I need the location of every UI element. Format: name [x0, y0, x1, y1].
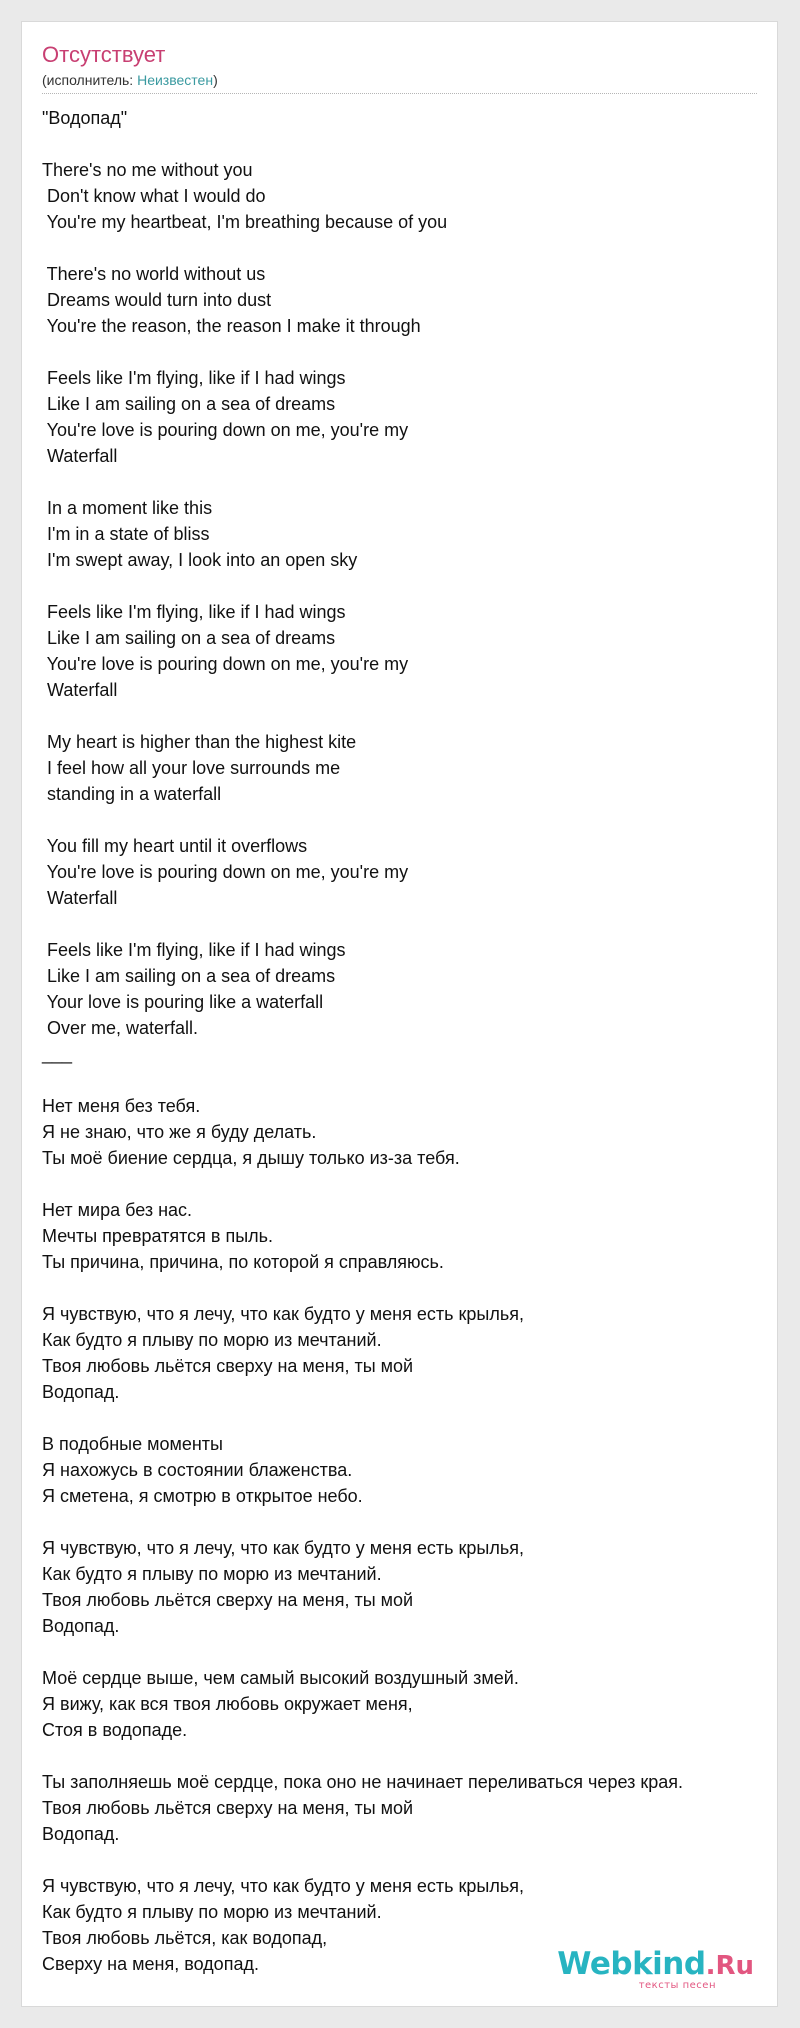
webkind-logo[interactable]: [554, 1946, 754, 1994]
lyrics-text: "Водопад" There's no me without you Don't know what I would do You're my heartbeat, I'm breathing because of you There's no world without us Dreams would turn into dust You're the reason, the reason I make it through Feels like I'm flying, like if I had wings Like I am sailing on a sea of dreams You're love is pouring down on me, you're my Waterfall In a moment like this I'm in a state of bliss I'm swept away, I look into an open sky Feels like I'm flying, like if I had wings Like I am sailing on a sea of dreams You're love is pouring down on me, you're my Waterfall My heart is higher than the highest kite I feel how all your love surrounds me standing in a waterfall You fill my heart until it overflows You're love is pouring down on me, you're my Waterfall Feels like I'm flying, like if I had wings Like I am sailing on a sea of dreams Your love is pouring like a waterfall Over me, waterfall. ___ Нет меня без тебя. Я не знаю, что же я буду делать. Ты моё биение сердца, я дышу только из-за тебя. Нет мира без нас. Мечты превратятся в пыль. Ты причина, причина, по которой я справляюсь. Я чувствую, что я лечу, что как будто у меня есть крылья, Как будто я плыву по морю из мечтаний. Твоя любовь льётся сверху на меня, ты мой Водопад. В подобные моменты Я нахожусь в состоянии блаженства. Я сметена, я смотрю в открытое небо. Я чувствую, что я лечу, что как будто у меня есть крылья, Как будто я плыву по морю из мечтаний. Твоя любовь льётся сверху на меня, ты мой Водопад. Моё сердце выше, чем самый высокий воздушный змей. Я вижу, как вся твоя любовь окружает меня, Стоя в водопаде. Ты заполняешь моё сердце, пока оно не начинает переливаться через края. Твоя любовь льётся сверху на меня, ты мой Водопад. Я чувствую, что я лечу, что как будто у меня есть крылья, Как будто я плыву по морю из мечтаний. Твоя любовь льётся, как водопад, Сверху на меня, водопад.: [42, 108, 683, 1974]
logo-tagline: тексты песен: [638, 1980, 716, 1991]
logo-main-text: Webkind: [557, 1946, 706, 1982]
artist-line: [42, 73, 218, 87]
artist-link[interactable]: Неизвестен: [137, 72, 214, 88]
song-title: Отсутствует: [42, 42, 166, 67]
lyrics-card: [21, 21, 778, 2007]
title-divider: [42, 93, 757, 94]
artist-suffix: ): [213, 72, 218, 88]
logo-wordmark: [557, 1946, 754, 1984]
logo-domain-text: .Ru: [705, 1951, 754, 1981]
artist-prefix: (исполнитель:: [42, 72, 138, 88]
